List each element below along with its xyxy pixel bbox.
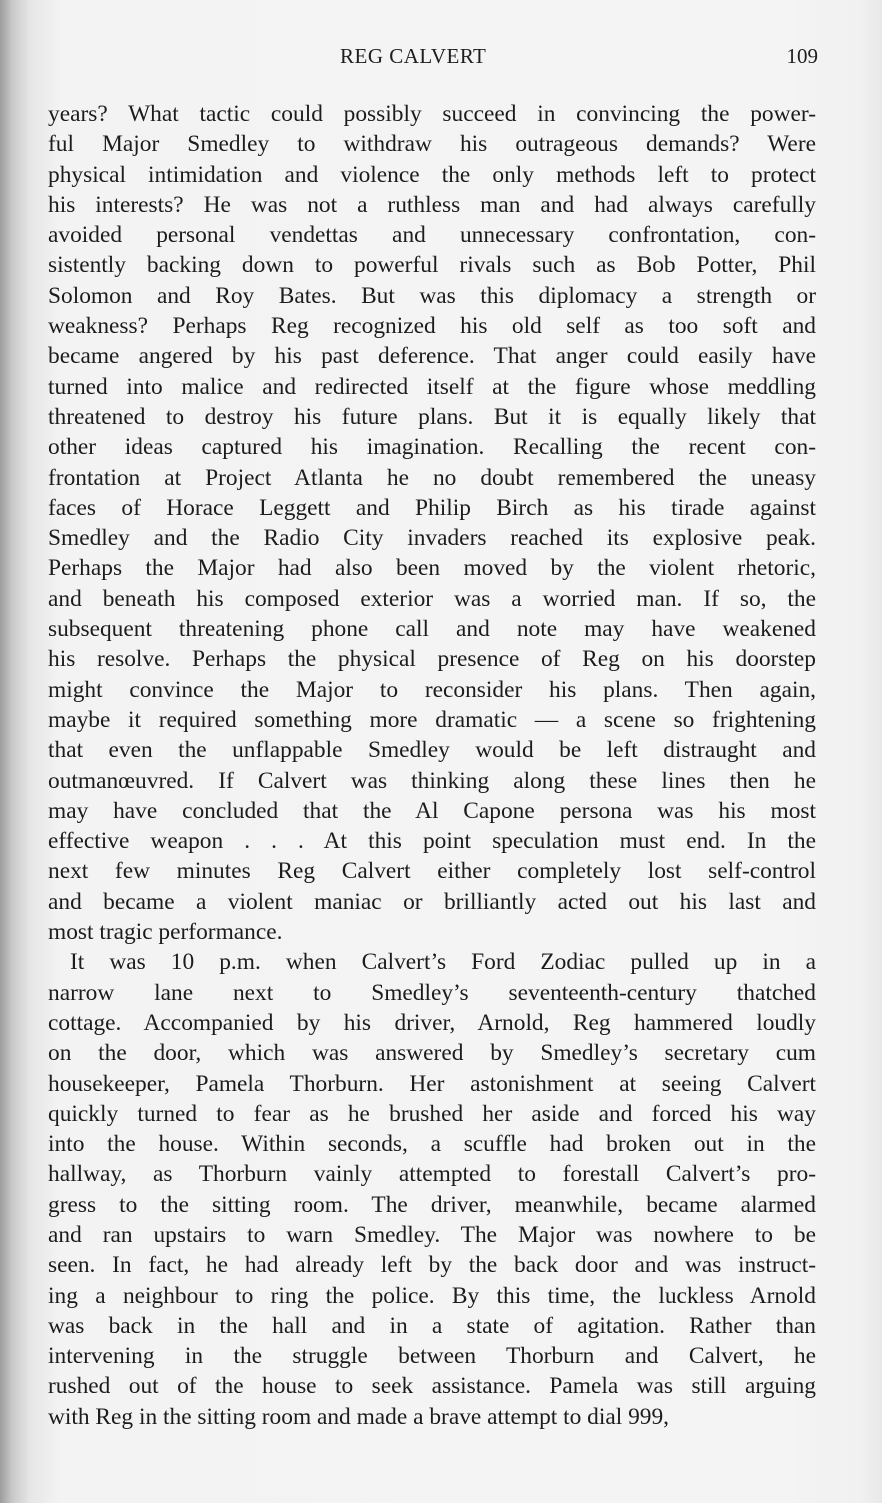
text-line: into the house. Within seconds, a scuffle had broken out in the bbox=[48, 1131, 816, 1158]
text-line: sistently backing down to powerful rivals such as Bob Potter, Phil bbox=[48, 252, 816, 279]
text-line: seen. In fact, he had already left by the back door and was instruct- bbox=[48, 1252, 816, 1279]
text-line: physical intimidation and violence the only methods left to protect bbox=[48, 161, 816, 188]
text-line: next few minutes Reg Calvert either completely lost self-control bbox=[48, 858, 816, 885]
text-line: avoided personal vendettas and unnecessary confrontation, con- bbox=[48, 222, 816, 249]
text-line: outmanœuvred. If Calvert was thinking along these lines then he bbox=[48, 767, 816, 794]
body-text bbox=[48, 99, 816, 1432]
text-line: weakness? Perhaps Reg recognized his old self as too soft and bbox=[48, 313, 816, 340]
text-line: effective weapon . . . At this point speculation must end. In the bbox=[48, 828, 816, 855]
text-line: most tragic performance. bbox=[48, 919, 283, 946]
text-line: and beneath his composed exterior was a worried man. If so, the bbox=[48, 585, 816, 612]
text-line: rushed out of the house to seek assistance. Pamela was still arguing bbox=[48, 1373, 816, 1400]
text-line: turned into malice and redirected itself at the figure whose meddling bbox=[48, 373, 816, 400]
text-line: might convince the Major to reconsider his plans. Then again, bbox=[48, 676, 816, 703]
text-line: Perhaps the Major had also been moved by the violent rhetoric, bbox=[48, 555, 816, 582]
chapter-title: REG CALVERT bbox=[340, 44, 487, 68]
text-line: may have concluded that the Al Capone persona was his most bbox=[48, 797, 816, 824]
text-line: his resolve. Perhaps the physical presence of Reg on his doorstep bbox=[48, 646, 816, 673]
text-line: ing a neighbour to ring the police. By this time, the luckless Arnold bbox=[48, 1282, 816, 1309]
text-line: maybe it required something more dramatic — a scene so frightening bbox=[48, 706, 816, 733]
text-line: quickly turned to fear as he brushed her aside and forced his way bbox=[48, 1100, 816, 1127]
text-line: Smedley and the Radio City invaders reached its explosive peak. bbox=[48, 525, 816, 552]
text-line: ful Major Smedley to withdraw his outrageous demands? Were bbox=[48, 131, 816, 158]
text-line: hallway, as Thorburn vainly attempted to forestall Calvert’s pro- bbox=[48, 1161, 816, 1188]
text-line: on the door, which was answered by Smedley’s secretary cum bbox=[48, 1040, 816, 1067]
running-head bbox=[0, 44, 882, 74]
text-line: that even the unflappable Smedley would be left distraught and bbox=[48, 737, 816, 764]
text-line: cottage. Accompanied by his driver, Arnold, Reg hammered loudly bbox=[48, 1009, 816, 1036]
text-line: frontation at Project Atlanta he no doubt remembered the uneasy bbox=[48, 464, 816, 491]
text-line: gress to the sitting room. The driver, meanwhile, became alarmed bbox=[48, 1191, 816, 1218]
text-line: intervening in the struggle between Thorburn and Calvert, he bbox=[48, 1343, 816, 1370]
text-line: and ran upstairs to warn Smedley. The Major was nowhere to be bbox=[48, 1221, 816, 1248]
text-line: housekeeper, Pamela Thorburn. Her astonishment at seeing Calvert bbox=[48, 1070, 816, 1097]
text-line: other ideas captured his imagination. Recalling the recent con- bbox=[48, 434, 816, 461]
text-line: with Reg in the sitting room and made a brave attempt to dial 999, bbox=[48, 1403, 670, 1430]
text-line: subsequent threatening phone call and note may have weakened bbox=[48, 616, 816, 643]
text-line: years? What tactic could possibly succeed in convincing the power- bbox=[48, 101, 816, 127]
text-line: narrow lane next to Smedley’s seventeenth-century thatched bbox=[48, 979, 816, 1006]
text-line: faces of Horace Leggett and Philip Birch as his tirade against bbox=[48, 494, 816, 521]
text-line: It was 10 p.m. when Calvert’s Ford Zodiac pulled up in a bbox=[70, 949, 816, 976]
text-line: threatened to destroy his future plans. But it is equally likely that bbox=[48, 403, 816, 430]
text-line: Solomon and Roy Bates. But was this diplomacy a strength or bbox=[48, 282, 816, 309]
text-line: his interests? He was not a ruthless man and had always carefully bbox=[48, 191, 816, 218]
text-line: and became a violent maniac or brilliantly acted out his last and bbox=[48, 888, 816, 915]
text-line: became angered by his past deference. That anger could easily have bbox=[48, 343, 816, 370]
text-line: was back in the hall and in a state of agitation. Rather than bbox=[48, 1312, 816, 1339]
page-number: 109 bbox=[786, 44, 818, 68]
